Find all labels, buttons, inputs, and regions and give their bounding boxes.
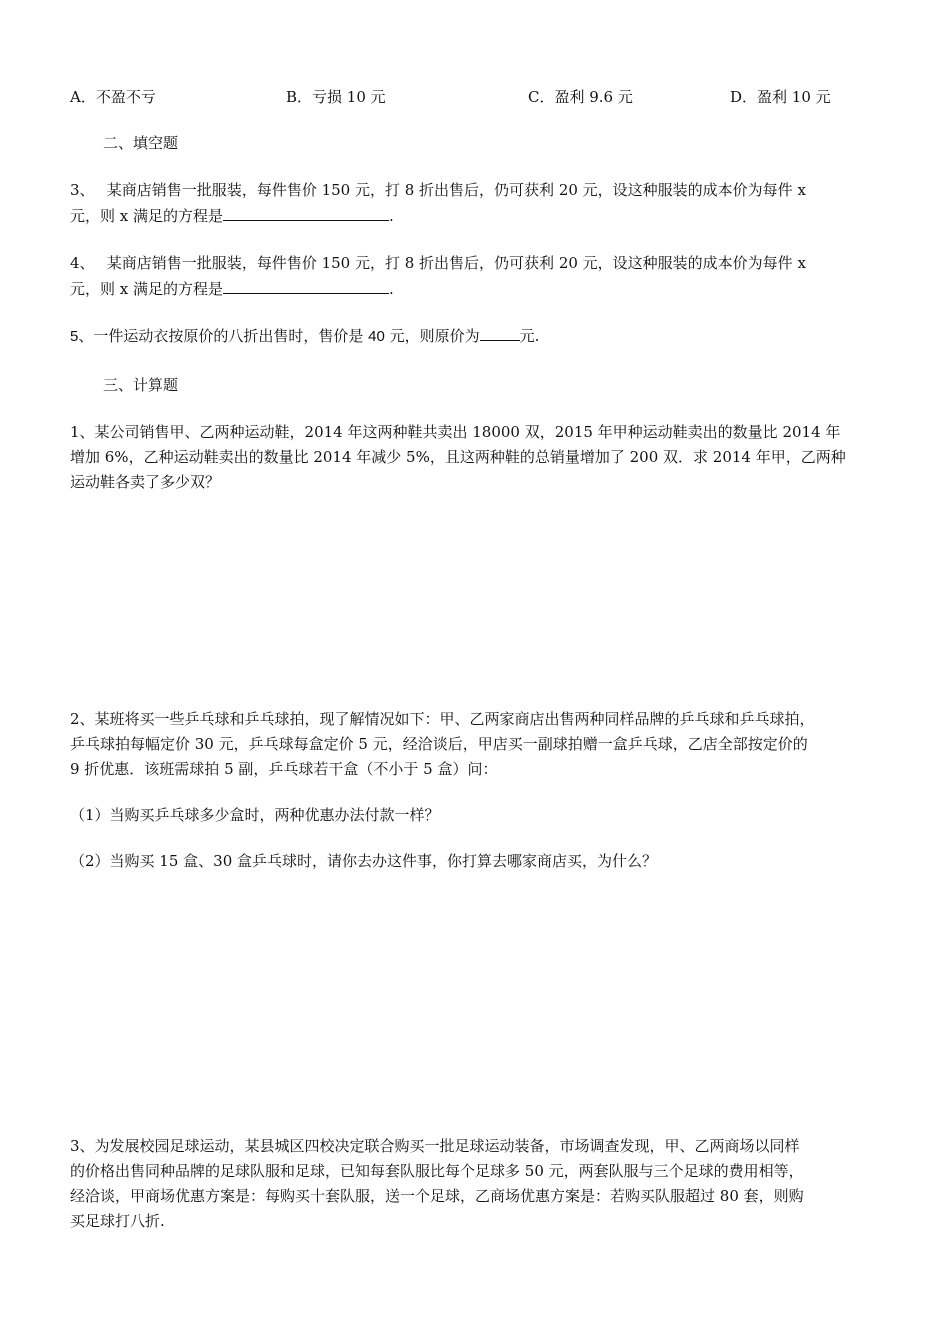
calc-q1-line2: 增加 6%，乙种运动鞋卖出的数量比 2014 年减少 5%，且这两种鞋的总销量增加了 200 双．求 2014 年甲，乙两种 [70,448,846,466]
fill-q4-period: . [389,280,394,298]
calc-q3-line1: 3、为发展校园足球运动，某县城区四校决定联合购买一批足球运动装备，市场调查发现，甲、乙两商场以同样 [70,1137,800,1155]
fill-q4-text: 元，则 x 满足的方程是 [70,280,223,298]
calc-q1-line3: 运动鞋各卖了多少双？ [70,473,221,491]
fill-q5-price: 40 [368,328,385,345]
fill-q5-text-before: 、一件运动衣按原价的八折出售时，售价是 [78,327,369,345]
fill-q3-line2 [70,204,890,227]
calc-q3-line2: 的价格出售同种品牌的足球队服和足球，已知每套队服比每个足球多 50 元，两套队服与三个足球的费用相等， [70,1162,804,1180]
option-d: D．盈利 10 元 [730,88,831,106]
option-b: B．亏损 10 元 [286,88,386,106]
fill-q5-number: 5 [70,328,79,345]
section-fill-in-title: 二、填空题 [103,134,179,152]
calc-q2-line3: 9 折优惠．该班需球拍 5 副，乒乓球若干盒（不小于 5 盒）问： [70,760,498,778]
option-c: C．盈利 9.6 元 [528,88,633,106]
fill-q5-text-after: 元. [519,327,540,345]
fill-q3-period: . [389,207,394,225]
fill-q5-answer-blank [480,324,520,341]
fill-q5-line [70,324,890,348]
fill-q4-line1: 4、 某商店销售一批服装，每件售价 150 元，打 8 折出售后，仍可获利 20 元，设这种服装的成本价为每件 x [70,254,806,272]
fill-q4-answer-blank [223,277,389,294]
fill-q3-line1: 3、 某商店销售一批服装，每件售价 150 元，打 8 折出售后，仍可获利 20 元，设这种服装的成本价为每件 x [70,181,806,199]
fill-q5-text-mid: 元，则原价为 [384,327,480,345]
fill-q3-text: 元，则 x 满足的方程是 [70,207,223,225]
calc-q1-line1: 1、某公司销售甲、乙两种运动鞋，2014 年这两种鞋共卖出 18000 双，2015 年甲种运动鞋卖出的数量比 2014 年 [70,423,841,441]
calc-q2-line1: 2、某班将买一些乒乓球和乒乓球拍，现了解情况如下：甲、乙两家商店出售两种同样品牌的乒乓球和乒乓球拍， [70,710,815,728]
calc-q3-line4: 买足球打八折. [70,1212,165,1230]
fill-q3-answer-blank [223,204,389,221]
fill-q4-line2 [70,277,890,300]
option-a: A．不盈不亏 [70,88,156,106]
calc-q2-sub2: （2）当购买 15 盒、30 盒乒乓球时，请你去办这件事，你打算去哪家商店买，为什么？ [70,852,658,870]
section-calculation-title: 三、计算题 [103,376,179,394]
calc-q2-sub1: （1）当购买乒乓球多少盒时，两种优惠办法付款一样？ [70,806,440,824]
calc-q2-line2: 乒乓球拍每幅定价 30 元，乒乓球每盒定价 5 元，经洽谈后，甲店买一副球拍赠一盒乒乓球，乙店全部按定价的 [70,735,808,753]
calc-q3-line3: 经洽谈，甲商场优惠方案是：每购买十套队服，送一个足球，乙商场优惠方案是：若购买队服超过 80 套，则购 [70,1187,804,1205]
